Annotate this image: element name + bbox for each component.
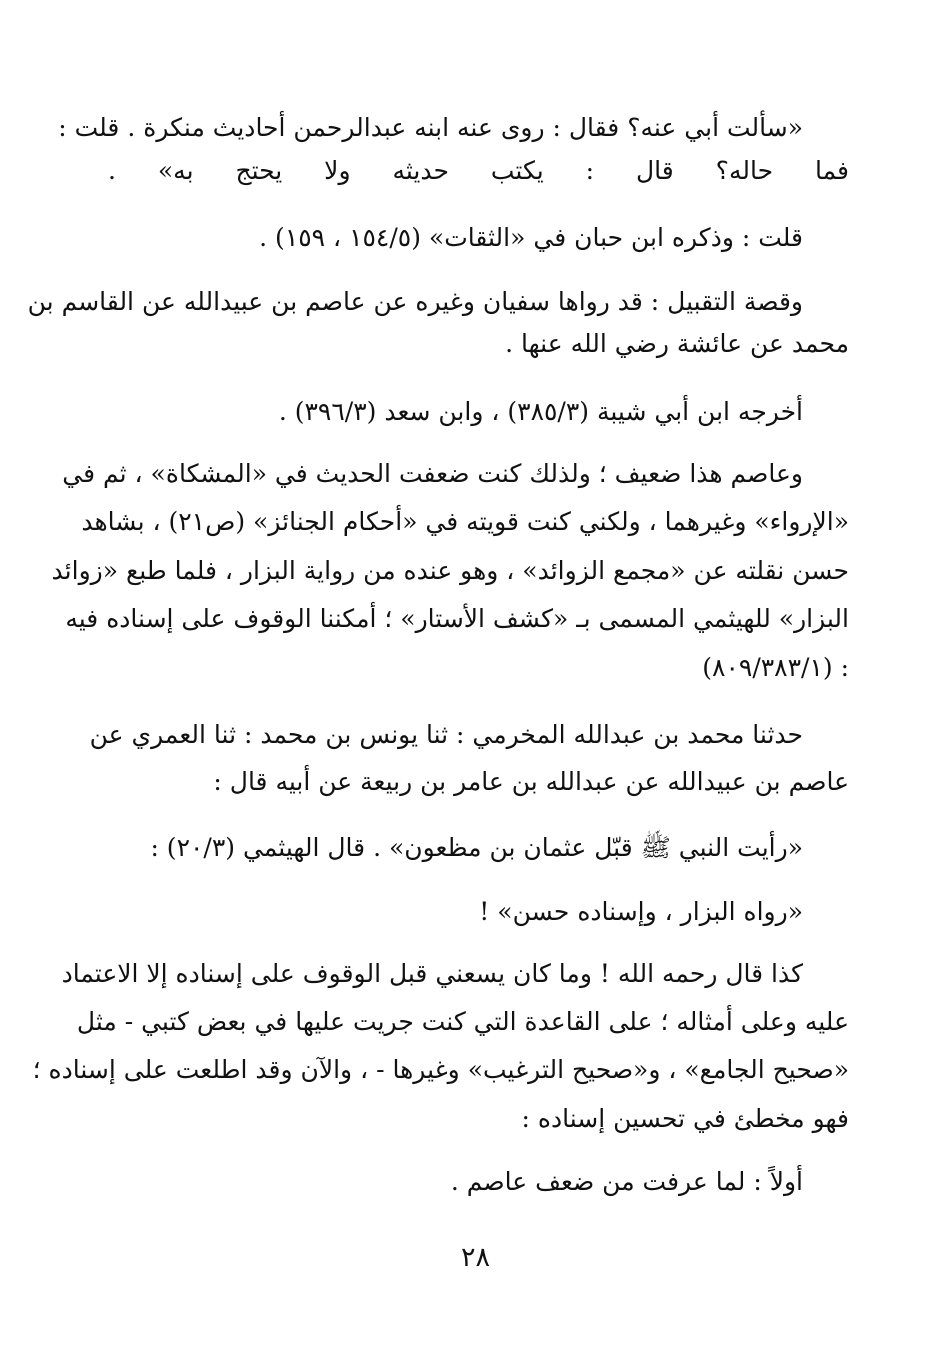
text-line: «رأيت النبي ﷺ قبّل عثمان بن مظعون» . قال الهيثمي (٢٠/٣) :	[150, 833, 803, 862]
text-line: وعاصم هذا ضعيف ؛ ولذلك كنت ضعفت الحديث في «المشكاة» ، ثم في	[62, 459, 803, 488]
page-number: ٢٨	[460, 1242, 490, 1273]
text-line: عاصم بن عبيدالله عن عبدالله بن عامر بن ربيعة عن أبيه قال :	[213, 767, 849, 796]
text-line: «رواه البزار ، وإسناده حسن» !	[479, 897, 803, 926]
text-line: «صحيح الجامع» ، و«صحيح الترغيب» وغيرها - ، والآن وقد اطلعت على إسناده ؛	[32, 1055, 849, 1084]
text-line: «الإرواء» وغيرهما ، ولكني كنت قويته في «أحكام الجنائز» (ص٢١) ، بشاهد	[81, 507, 849, 536]
text-line: حسن نقلته عن «مجمع الزوائد» ، وهو عنده من رواية البزار ، فلما طبع «زوائد	[51, 556, 849, 585]
text-line: «سألت أبي عنه؟ فقال : روى عنه ابنه عبدالرحمن أحاديث منكرة . قلت :	[58, 113, 803, 142]
text-line: فما حاله؟ قال : يكتب حديثه ولا يحتج به» .	[108, 156, 849, 185]
text-line: : (٨٠٩/٣٨٣/١)	[702, 653, 849, 682]
text-line: البزار» للهيثمي المسمى بـ «كشف الأستار» ؛ أمكننا الوقوف على إسناده فيه	[65, 604, 849, 633]
text-line: محمد عن عائشة رضي الله عنها .	[505, 329, 849, 358]
text-line: أولاً : لما عرفت من ضعف عاصم .	[450, 1167, 803, 1196]
text-line: حدثنا محمد بن عبدالله المخرمي : ثنا يونس بن محمد : ثنا العمري عن	[89, 720, 803, 749]
text-line: أخرجه ابن أبي شيبة (٣٨٥/٣) ، وابن سعد (٣٩٦/٣) .	[278, 397, 803, 426]
text-line: عليه وعلى أمثاله ؛ على القاعدة التي كنت جريت عليها في بعض كتبي - مثل	[76, 1007, 849, 1036]
text-line: فهو مخطئ في تحسين إسناده :	[521, 1104, 849, 1133]
text-line: قلت : وذكره ابن حبان في «الثقات» (١٥٤/٥ ، ١٥٩) .	[259, 223, 803, 252]
text-line: وقصة التقبيل : قد رواها سفيان وغيره عن عاصم بن عبيدالله عن القاسم بن	[27, 287, 803, 316]
text-line: كذا قال رحمه الله ! وما كان يسعني قبل الوقوف على إسناده إلا الاعتماد	[61, 959, 803, 988]
